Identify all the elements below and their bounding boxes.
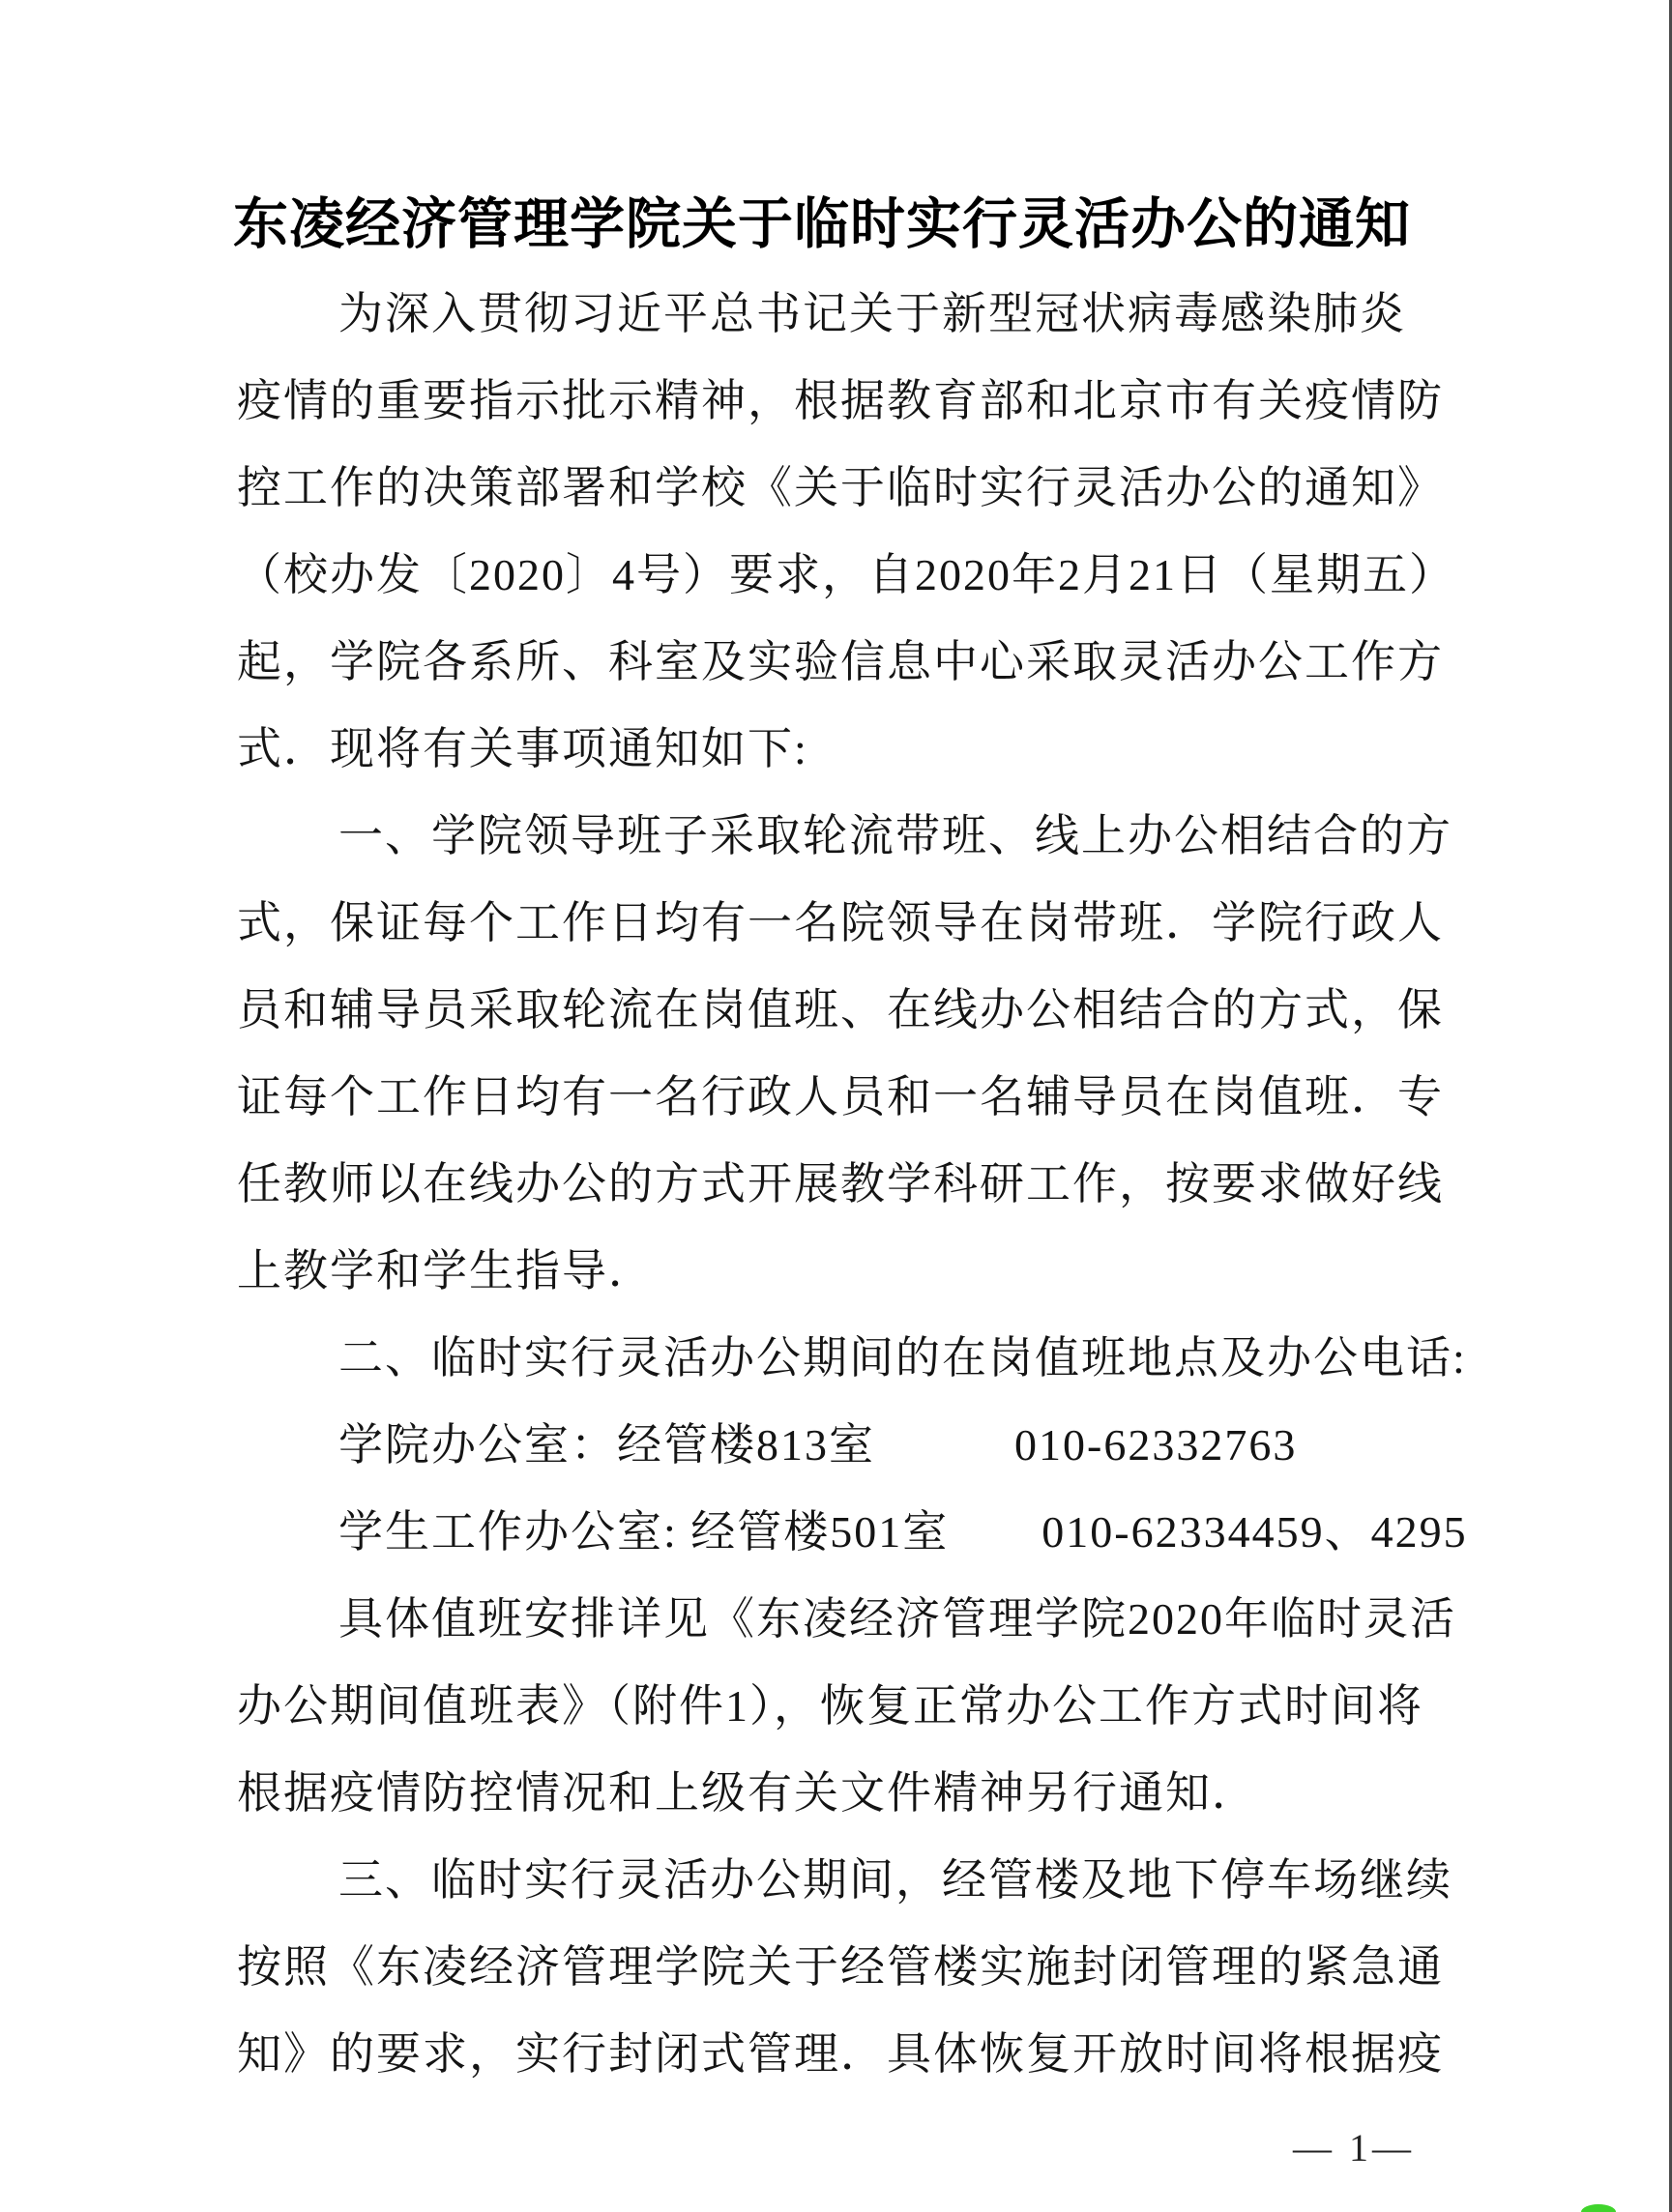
- text-line: 办公期间值班表》（附件1），恢复正常办公工作方式时间将: [237, 1681, 1423, 1731]
- text-line: 学生工作办公室: 经管楼501室 010-62334459、4295: [338, 1507, 1468, 1557]
- text-line: 三、临时实行灵活办公期间，经管楼及地下停车场继续: [338, 1855, 1452, 1905]
- text-line: 为深入贯彻习近平总书记关于新型冠状病毒感染肺炎: [338, 289, 1406, 338]
- text-line: 任教师以在线办公的方式开展教学科研工作，按要求做好线: [237, 1159, 1444, 1208]
- page-title: 东凌经济管理学院关于临时实行灵活办公的通知: [233, 194, 1411, 256]
- text-line: 学院办公室：经管楼813室 010-62332763: [338, 1420, 1298, 1470]
- text-line: 一、学院领导班子采取轮流带班、线上办公相结合的方: [338, 811, 1452, 860]
- text-line: 证每个工作日均有一名行政人员和一名辅导员在岗值班．专: [237, 1072, 1444, 1121]
- text-line: 具体值班安排详见《东凌经济管理学院2020年临时灵活: [338, 1594, 1456, 1644]
- text-line: 知》的要求，实行封闭式管理．具体恢复开放时间将根据疫: [237, 2029, 1444, 2079]
- text-line: 控工作的决策部署和学校《关于临时实行灵活办公的通知》: [237, 463, 1444, 512]
- text-line: （校办发〔2020〕4号）要求，自2020年2月21日（星期五）: [237, 550, 1455, 599]
- green-corner-artifact: [1581, 2204, 1616, 2212]
- text-line: 员和辅导员采取轮流在岗值班、在线办公相结合的方式，保: [237, 985, 1444, 1034]
- text-line: 疫情的重要指示批示精神，根据教育部和北京市有关疫情防: [237, 376, 1444, 425]
- text-line: 式．现将有关事项通知如下:: [237, 724, 808, 773]
- text-line: 按照《东凌经济管理学院关于经管楼实施封闭管理的紧急通: [237, 1942, 1444, 1992]
- page-number: — 1—: [1293, 2126, 1415, 2169]
- text-line: 式，保证每个工作日均有一名院领导在岗带班．学院行政人: [237, 898, 1444, 947]
- text-line: 二、临时实行灵活办公期间的在岗值班地点及办公电话:: [338, 1333, 1467, 1382]
- text-line: 起，学院各系所、科室及实验信息中心采取灵活办公工作方: [237, 637, 1444, 686]
- document-body: [237, 271, 1468, 2098]
- text-line: 根据疫情防控情况和上级有关文件精神另行通知．: [237, 1768, 1258, 1818]
- text-line: 上教学和学生指导．: [237, 1246, 655, 1295]
